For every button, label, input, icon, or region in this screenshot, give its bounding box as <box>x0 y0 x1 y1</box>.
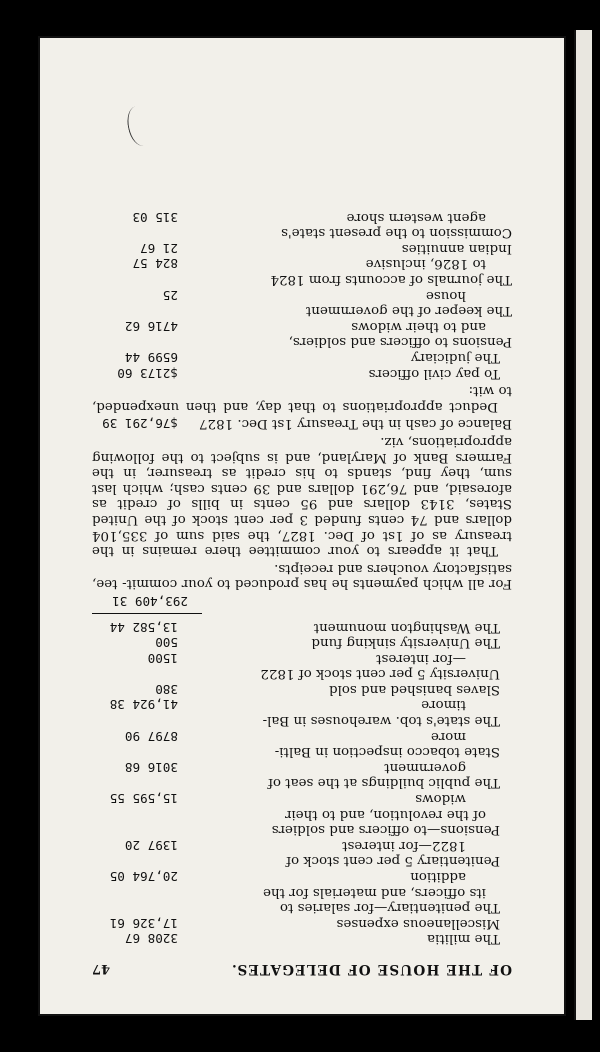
appropriation-row <box>92 287 512 303</box>
adjacent-page-edge <box>574 30 592 1020</box>
expense-row-label: The penitentiary—for salaries to <box>279 900 500 916</box>
expense-row <box>92 900 512 916</box>
expense-row-amount: 20,764 05 <box>109 869 178 885</box>
appropriation-row-amount: 6599 44 <box>124 350 178 366</box>
total-row <box>92 593 512 609</box>
balance-amount: $76,291 39 <box>102 416 178 432</box>
page-title: OF THE HOUSE OF DELEGATES. <box>230 961 512 977</box>
expense-row-amount: 380 <box>155 681 178 697</box>
expense-row-label: timore <box>421 697 466 713</box>
appropriation-row-amount: $2173 60 <box>117 365 178 381</box>
appropriation-row-label: To pay civil officers <box>368 365 500 381</box>
paragraph-payments-line1: For all which payments he has produced to your commit- <box>122 576 512 592</box>
expense-row-amount: 1397 20 <box>124 837 178 853</box>
page-header <box>92 960 512 976</box>
expense-row-amount: 15,595 55 <box>109 791 178 807</box>
expense-row-label: —for interest <box>376 650 466 666</box>
paragraph-treasury: That it appears to your committee there remains in the treasury as of 1st of Dec. 1827, the said sum of 335,104 dollars and 74 cents funded 3 per cent stock of the United States, 3143 dollars and 95 cents in bills of credit as aforesaid, and 76,291 dollars and 39 cents cash; which last sum, they find, stands to his credit as treasurer, in the Farmers Bank of Maryland, and is subject to the following appropriations, viz. <box>92 434 512 559</box>
expense-row-amount: 500 <box>155 635 178 651</box>
expense-row-amount: 17,326 61 <box>109 915 178 931</box>
appropriation-row-amount: 315 03 <box>132 209 178 225</box>
appropriation-row-label: The journals of accounts from 1824 <box>270 272 512 288</box>
expense-row-amount: 3016 68 <box>124 759 178 775</box>
appropriation-row-amount: 21 67 <box>140 240 178 256</box>
expense-row <box>92 697 512 713</box>
appropriation-row-amount <box>92 271 178 287</box>
expense-row-amount <box>92 806 178 822</box>
expense-row-amount: 8797 90 <box>124 728 178 744</box>
expense-row-amount: 3208 67 <box>124 931 178 947</box>
paragraph-payments <box>92 560 512 591</box>
appropriation-row <box>92 303 512 319</box>
expense-row-label: Slaves banished and sold <box>329 681 500 697</box>
expense-row <box>92 635 512 651</box>
expense-row-label: Miscellaneous expenses <box>336 915 500 931</box>
expense-row-label: State tobacco inspection in Balti- <box>274 744 500 760</box>
expense-row-label: of the revolution, and to their <box>285 806 486 822</box>
appropriation-row <box>92 334 512 350</box>
appropriations-list <box>92 209 512 381</box>
expense-row-amount <box>92 853 178 869</box>
expense-row <box>92 915 512 931</box>
paragraph-payments-line2: tee, satisfactory vouchers and receipts. <box>92 560 512 592</box>
expense-row <box>92 822 512 838</box>
expense-row-label: The militia <box>427 931 500 947</box>
rotated-text-block <box>38 36 566 1016</box>
expense-row <box>92 759 512 775</box>
appropriation-row <box>92 349 512 365</box>
expense-row <box>92 728 512 744</box>
expense-row-label: its officers, and materials for the <box>263 884 486 900</box>
expense-row <box>92 884 512 900</box>
appropriation-row-amount <box>92 303 178 319</box>
appropriation-row <box>92 225 512 241</box>
total-amount: 293,409 31 <box>112 593 188 609</box>
balance-row <box>92 416 512 432</box>
expense-row <box>92 775 512 791</box>
expense-row-label: Penitentiary 5 per cent stock of <box>286 853 500 869</box>
expense-row-label: government <box>384 759 466 775</box>
expense-row-label: The University sinking fund <box>311 635 500 651</box>
balance-label: Balance of cash in the Treasury 1st Dec. 1827 <box>199 416 512 432</box>
expense-row-label: more <box>430 728 466 744</box>
expense-row-label: 1822—for interest <box>342 837 466 853</box>
appropriation-row <box>92 209 512 225</box>
expense-row <box>92 853 512 869</box>
page-number: 47 <box>92 961 111 976</box>
expense-row-amount <box>92 713 178 729</box>
expense-row-amount: 41,924 38 <box>109 697 178 713</box>
expense-row <box>92 666 512 682</box>
document-page <box>38 36 566 1016</box>
expenses-list <box>92 619 512 946</box>
appropriation-row-label: agent western shore <box>346 209 486 225</box>
expense-row <box>92 790 512 806</box>
appropriation-row <box>92 318 512 334</box>
appropriation-row-label: Indian annuities <box>401 240 512 256</box>
appropriation-row-amount: 824 57 <box>132 256 178 272</box>
expense-row-label: Pensions—to officers and soldiers <box>271 822 500 838</box>
expense-row <box>92 806 512 822</box>
page-content <box>92 209 512 976</box>
appropriation-row-label: The judiciary <box>410 350 500 366</box>
expense-row-amount <box>92 744 178 760</box>
expense-row-amount <box>92 822 178 838</box>
appropriation-row-label: Commission to the present state's <box>281 225 512 241</box>
expense-row-amount <box>92 884 178 900</box>
paragraph-deduct: Deduct appropriations to that day, and then unexpended, to wit: <box>92 383 512 414</box>
expense-row-label: addition <box>410 869 466 885</box>
expense-row-label: University 5 per cent stock of 1822 <box>260 666 500 682</box>
appropriation-row-amount <box>92 334 178 350</box>
appropriation-row <box>92 271 512 287</box>
expense-row <box>92 650 512 666</box>
expense-row-amount <box>92 775 178 791</box>
expense-row <box>92 868 512 884</box>
expense-row-amount: 1500 <box>147 650 178 666</box>
expense-row <box>92 931 512 947</box>
appropriation-row-label: The keeper of the government <box>305 303 512 319</box>
expense-row <box>92 681 512 697</box>
appropriation-row <box>92 256 512 272</box>
appropriation-row-amount: 4716 62 <box>124 318 178 334</box>
expense-row-label: The public buildings at the seat of <box>267 775 500 791</box>
appropriation-row-label: to 1826, inclusive <box>365 256 486 272</box>
expense-row-label: The state's tob. warehouses in Bal- <box>262 713 500 729</box>
expense-row-amount <box>92 666 178 682</box>
expense-row <box>92 713 512 729</box>
expense-row-label: The Washington monument <box>313 619 500 635</box>
expense-row-label: widows <box>415 791 466 807</box>
expense-row-amount <box>92 900 178 916</box>
expense-row <box>92 744 512 760</box>
appropriation-row <box>92 240 512 256</box>
expense-row <box>92 619 512 635</box>
appropriation-row-amount <box>92 225 178 241</box>
appropriation-row-label: Pensions to officers and soldiers, <box>288 334 512 350</box>
expense-row-amount: 13,582 44 <box>109 619 178 635</box>
appropriation-row-label: house <box>425 287 466 303</box>
appropriation-row <box>92 365 512 381</box>
expense-row <box>92 837 512 853</box>
appropriation-row-label: and to their widows <box>351 318 486 334</box>
total-rule <box>92 613 202 614</box>
appropriation-row-amount: 25 <box>162 287 178 303</box>
